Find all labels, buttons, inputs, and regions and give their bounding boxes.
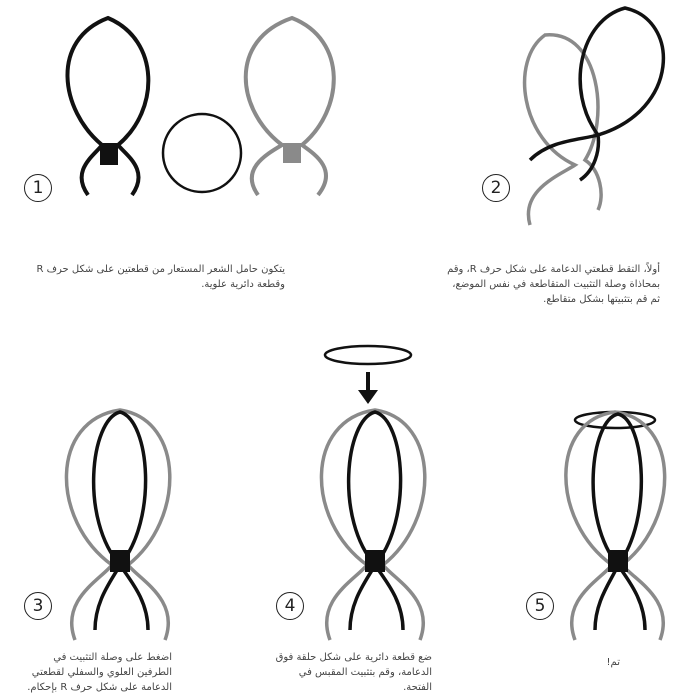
step-2-line-1: أولاً، التقط قطعتي الدعامة على شكل حرف R، وقم <box>447 264 660 275</box>
step-number-1: 1 <box>24 174 52 202</box>
step-number-3: 3 <box>24 592 52 620</box>
step-2-line-2: بمحاذاة وصلة التثبيت المتقاطعة في نفس الموضع، <box>452 279 660 290</box>
step-3-line-3: الدعامة على شكل حرف R بإحكام. <box>27 682 172 693</box>
step-1-caption <box>30 262 285 292</box>
r-piece-gray <box>246 18 334 195</box>
ring-piece <box>163 114 241 192</box>
step-3-caption <box>22 650 172 695</box>
step-3-line-2: الطرفين العلوي والسفلي لقطعتي <box>31 667 172 678</box>
step-5-caption <box>560 655 620 670</box>
crossing-pieces <box>525 8 664 225</box>
step-number-5: 5 <box>526 592 554 620</box>
step-4-caption <box>270 650 432 695</box>
assembled-stand-4 <box>321 410 424 640</box>
r-piece-black <box>67 18 148 195</box>
step-5-line-1: تم! <box>606 657 620 668</box>
step-4-line-2: الدعامة، وقم بتثبيت المقبس في <box>298 667 432 678</box>
step-2-line-3: ثم قم بتثبيتها بشكل متقاطع. <box>543 294 660 305</box>
finished-stand <box>566 412 665 640</box>
step-2-caption <box>410 262 660 307</box>
assembled-stand-3 <box>66 410 169 640</box>
step-4-line-3: الفتحة. <box>403 682 432 693</box>
step-number-2: 2 <box>482 174 510 202</box>
step-1-line-1: يتكون حامل الشعر المستعار من قطعتين على شكل حرف R <box>36 264 285 275</box>
step-number-4: 4 <box>276 592 304 620</box>
step-4-line-1: ضع قطعة دائرية على شكل حلقة فوق <box>275 652 432 663</box>
step-1-line-2: وقطعة دائرية علوية. <box>201 279 285 290</box>
step-3-line-1: اضغط على وصلة التثبيت في <box>53 652 172 663</box>
ring-over-stand <box>325 346 411 404</box>
